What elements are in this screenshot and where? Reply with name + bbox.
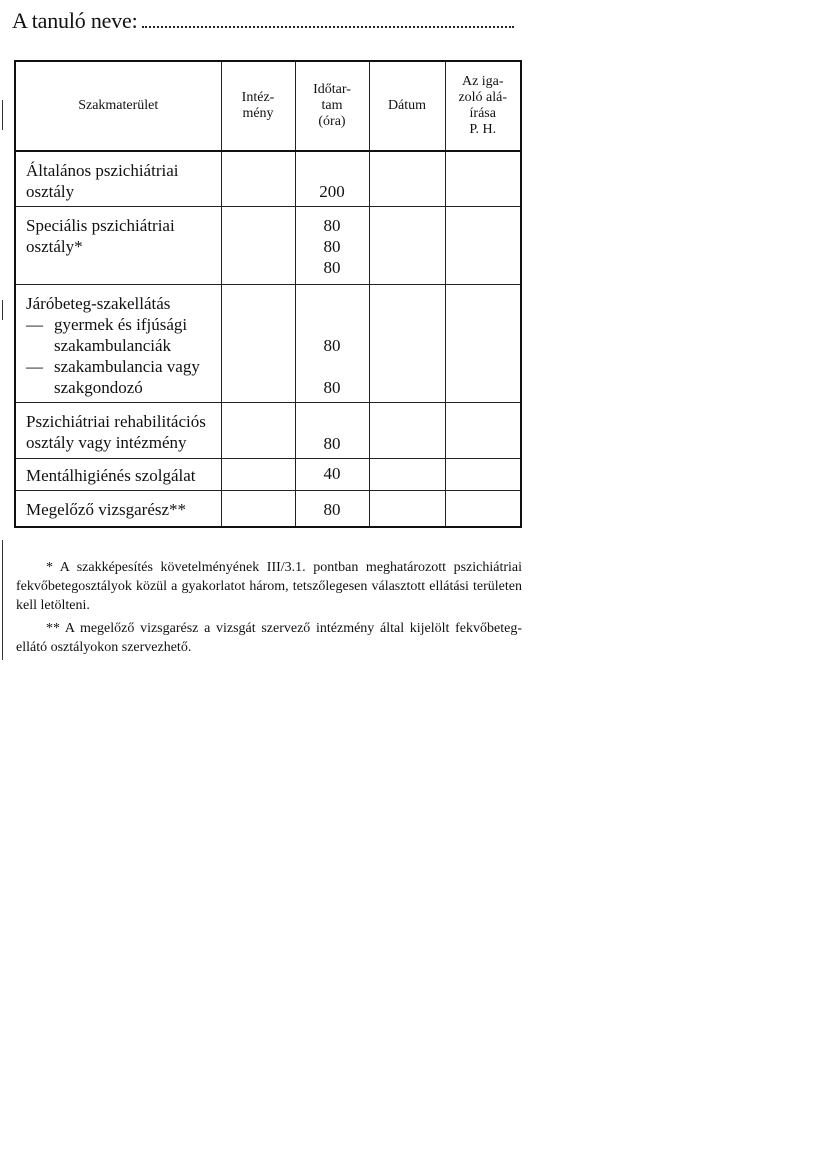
institution-cell[interactable] <box>221 491 295 527</box>
student-name-field[interactable] <box>142 12 514 28</box>
practice-table <box>14 60 522 528</box>
footnotes <box>16 558 522 661</box>
column-header-signature: Az iga- zoló alá- írása P. H. <box>445 61 521 151</box>
hours-cell: 80 80 80 <box>295 207 369 285</box>
institution-cell[interactable] <box>221 285 295 403</box>
hours-cell: 40 <box>295 459 369 491</box>
signature-cell[interactable] <box>445 491 521 527</box>
hours-cell: 80 <box>295 403 369 459</box>
table-row <box>15 151 521 207</box>
margin-mark <box>2 100 3 130</box>
table-row <box>15 403 521 459</box>
hours-cell: 80 <box>295 491 369 527</box>
signature-cell[interactable] <box>445 285 521 403</box>
area-cell: Megelőző vizsgarész** <box>15 491 221 527</box>
sub-item: — gyermek és ifjúsági szakambulanciák <box>26 315 188 355</box>
date-cell[interactable] <box>369 491 445 527</box>
table-row <box>15 285 521 403</box>
date-cell[interactable] <box>369 285 445 403</box>
area-cell: Mentálhigiénés szolgálat <box>15 459 221 491</box>
footnote-2: ** A megelőző vizsgarész a vizsgát szervező intézmény által kijelölt fekvőbeteg-ellátó osztályokon szervezhető. <box>16 621 522 655</box>
table-row <box>15 459 521 491</box>
student-name-line <box>12 8 514 34</box>
column-header-institution: Intéz- mény <box>221 61 295 151</box>
column-header-duration: Időtar- tam (óra) <box>295 61 369 151</box>
table-row <box>15 207 521 285</box>
hours-cell: 200 <box>295 151 369 207</box>
area-cell: Speciális pszichiátriai osztály* <box>15 207 221 285</box>
signature-cell[interactable] <box>445 207 521 285</box>
area-cell: Pszichiátriai rehabilitációs osztály vagy intézmény <box>15 403 221 459</box>
date-cell[interactable] <box>369 459 445 491</box>
margin-mark <box>2 300 3 320</box>
table-row <box>15 491 521 527</box>
column-header-area: Szakmaterület <box>15 61 221 151</box>
margin-mark <box>2 540 3 660</box>
footnote-1: * A szakképesítés követelményének III/3.1. pontban meghatározott pszichiátriai fekvőbetegosztályok közül a gyakorlatot három, tetszőlegesen választott ellátási területen kell letölteni. <box>16 560 522 613</box>
signature-cell[interactable] <box>445 403 521 459</box>
practice-table-container <box>14 60 520 528</box>
area-cell: Járóbeteg-szakellátás — gyermek és ifjúsági szakambulanciák — szakambulancia vagy szakgondozó <box>15 285 221 403</box>
signature-cell[interactable] <box>445 151 521 207</box>
institution-cell[interactable] <box>221 151 295 207</box>
table-header-row <box>15 61 521 151</box>
signature-cell[interactable] <box>445 459 521 491</box>
institution-cell[interactable] <box>221 459 295 491</box>
sub-item: — szakambulancia vagy szakgondozó <box>26 357 200 397</box>
institution-cell[interactable] <box>221 403 295 459</box>
date-cell[interactable] <box>369 207 445 285</box>
hours-cell: 80 80 <box>295 285 369 403</box>
institution-cell[interactable] <box>221 207 295 285</box>
student-name-label: A tanuló neve: <box>12 8 138 33</box>
column-header-date: Dátum <box>369 61 445 151</box>
area-cell: Általános pszichiátriai osztály <box>15 151 221 207</box>
date-cell[interactable] <box>369 151 445 207</box>
date-cell[interactable] <box>369 403 445 459</box>
